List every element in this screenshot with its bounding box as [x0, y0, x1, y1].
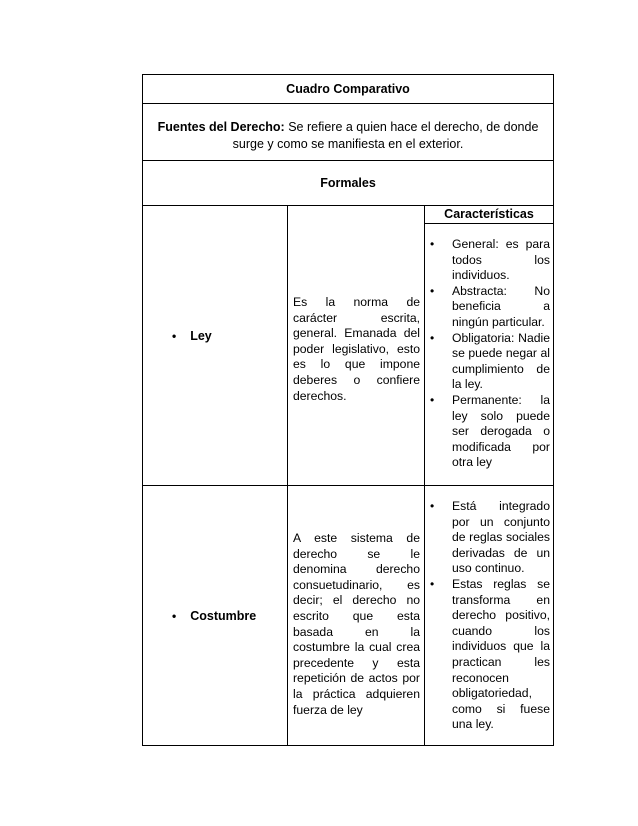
characteristics-list-ley	[427, 237, 550, 471]
bullet-icon: •	[430, 392, 435, 407]
ley-row-divider	[142, 485, 554, 486]
column-divider-2	[424, 205, 425, 746]
row-label-costumbre	[172, 609, 256, 623]
characteristics-header: Características	[444, 207, 534, 221]
table-border-right	[553, 74, 554, 746]
sources-row-divider	[142, 160, 554, 161]
characteristic-text: Abstracta: No beneficia a ningún particular.	[452, 283, 550, 329]
characteristics-header-divider	[424, 223, 554, 224]
bullet-icon: •	[172, 609, 177, 623]
list-item	[427, 393, 550, 471]
column-divider-1	[287, 205, 288, 746]
characteristic-text: Permanente: la ley solo puede ser derogada o modificada por otra ley	[452, 392, 550, 470]
sources-label: Fuentes del Derecho:	[157, 120, 285, 134]
bullet-icon: •	[172, 329, 177, 343]
sources-cell	[143, 119, 553, 153]
list-item	[427, 284, 550, 331]
table-border-left	[142, 74, 143, 746]
table-border-bottom	[142, 745, 554, 746]
title-row-divider	[142, 103, 554, 104]
row-name: Costumbre	[190, 609, 257, 623]
row-label-ley	[172, 329, 212, 343]
list-item	[427, 331, 550, 393]
characteristic-text: Está integrado por un conjunto de reglas sociales derivadas de un uso continuo.	[452, 499, 550, 576]
bullet-icon: •	[430, 576, 435, 591]
list-item	[427, 577, 550, 733]
section-header: Formales	[320, 176, 376, 190]
characteristics-list-costumbre	[427, 499, 550, 733]
list-item	[427, 237, 550, 284]
bullet-icon: •	[430, 237, 435, 251]
section-row-divider	[142, 205, 554, 206]
characteristic-text: Obligatoria: Nadie se puede negar al cumplimiento de la ley.	[452, 330, 550, 392]
bullet-icon: •	[430, 499, 435, 513]
table-border-top	[142, 74, 554, 75]
table-title: Cuadro Comparativo	[286, 82, 410, 96]
row-name: Ley	[190, 329, 212, 343]
list-item	[427, 499, 550, 577]
bullet-icon: •	[430, 283, 435, 298]
row-definition-ley: Es la norma de carácter escrita, general. Emanada del poder legislativo, esto es lo que impone deberes o confiere derechos.	[293, 295, 420, 403]
characteristic-text: General: es para todos los individuos.	[452, 237, 550, 283]
sources-description-line2: surge y como se manifiesta en el exterior.	[232, 137, 464, 151]
bullet-icon: •	[430, 330, 435, 345]
characteristic-text: Estas reglas se transforma en derecho positivo, cuando los individuos que la practican les reconocen obligatoriedad, como si fuese una ley.	[452, 576, 550, 732]
row-definition-costumbre: A este sistema de derecho se le denomina derecho consuetudinario, es decir; el derecho no escrito que esta basada en la costumbre la cual crea precedente y esta repetición de actos por la práctica adquieren fuerza de ley	[293, 531, 420, 717]
sources-description-line1: Se refiere a quien hace el derecho, de donde	[284, 120, 539, 134]
